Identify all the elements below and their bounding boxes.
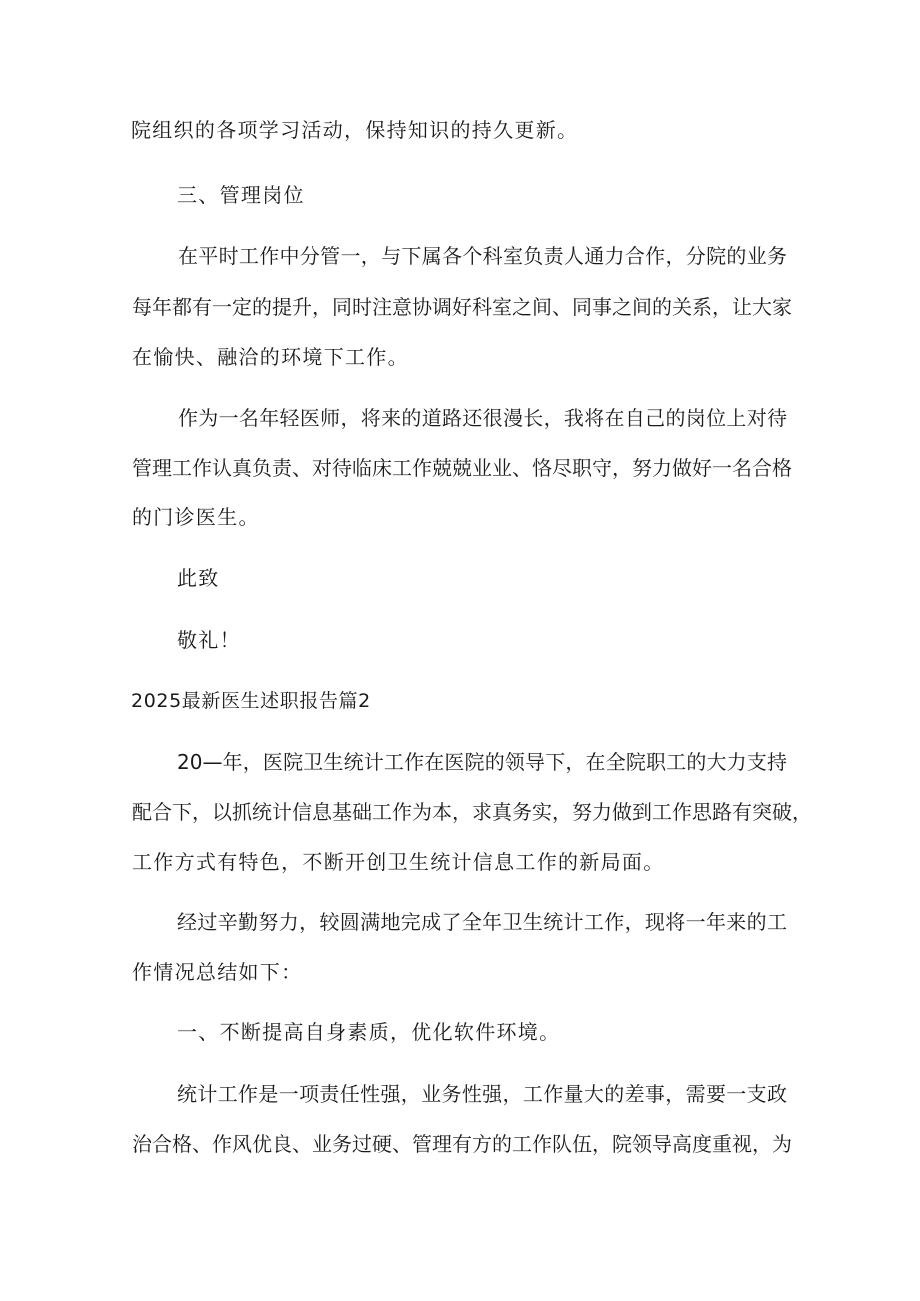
closing-regards: 敬礼！ (177, 628, 241, 652)
text-line: 每年都有一定的提升，同时注意协调好科室之间、同事之间的关系，让大家 (132, 295, 792, 319)
text-line: 经过辛勤努力，较圆满地完成了全年卫生统计工作，现将一年来的工 (177, 910, 787, 934)
text-line: 院组织的各项学习活动，保持知识的持久更新。 (131, 118, 579, 142)
text-line: 配合下，以抓统计信息基础工作为本，求真务实，努力做到工作思路有突破， (132, 800, 812, 824)
closing-salutation: 此致 (177, 566, 220, 590)
text-line: 的门诊医生。 (132, 505, 260, 529)
text-line: 工作方式有特色，不断开创卫生统计信息工作的新局面。 (132, 850, 665, 874)
text-line: 在平时工作中分管一，与下属各个科室负责人通力合作，分院的业务 (178, 244, 787, 268)
text-line: 20—年，医院卫生统计工作在医院的领导下，在全院职工的大力支持 (177, 750, 787, 774)
text-line: 统计工作是一项责任性强，业务性强，工作量大的差事，需要一支政 (177, 1082, 787, 1106)
text-line: 治合格、作风优良、业务过硬、管理有方的工作队伍，院领导高度重视，为 (132, 1132, 792, 1156)
text-line: 在愉快、融洽的环境下工作。 (132, 345, 409, 369)
text-line: 作情况总结如下： (132, 960, 303, 984)
text-line: 作为一名年轻医师，将来的道路还很漫长，我将在自己的岗位上对待 (178, 406, 787, 430)
text-line: 管理工作认真负责、对待临床工作兢兢业业、恪尽职守，努力做好一名合格 (132, 456, 792, 480)
section-title: 2025最新医生述职报告篇2 (131, 690, 371, 712)
subheading-improve-quality: 一、不断提高自身素质，优化软件环境。 (177, 1020, 561, 1044)
subheading-management-position: 三、管理岗位 (177, 183, 305, 207)
